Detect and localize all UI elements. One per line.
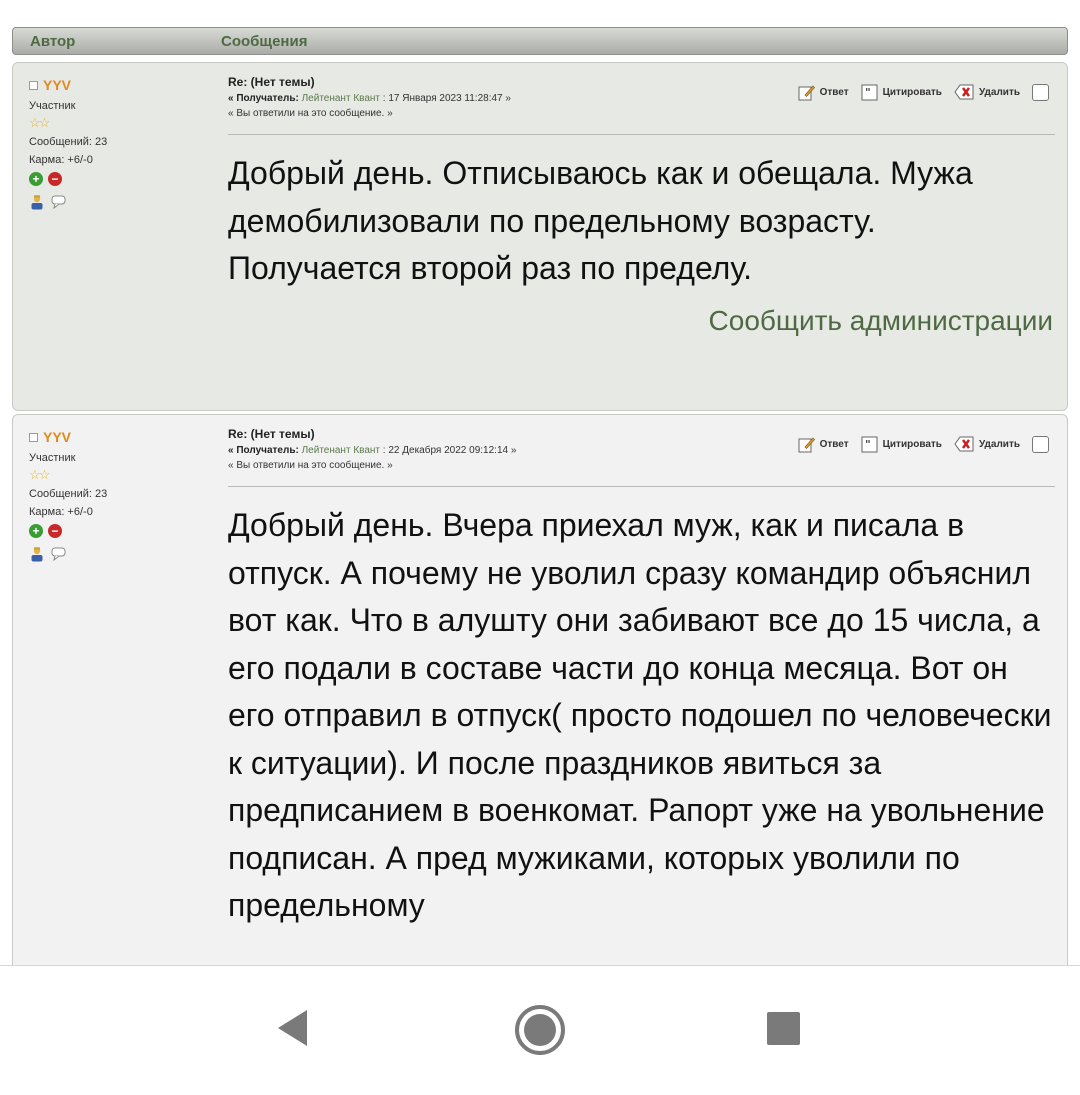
post-actions bbox=[798, 435, 1049, 453]
messages-column-header: Сообщения bbox=[221, 33, 308, 50]
post-title[interactable]: Re: (Нет темы) bbox=[228, 75, 315, 89]
report-to-admin-link[interactable]: Сообщить администрации bbox=[708, 305, 1053, 336]
post-date: : 17 Января 2023 11:28:47 » bbox=[382, 93, 511, 104]
svg-text:": " bbox=[864, 437, 871, 451]
select-post-checkbox[interactable] bbox=[1032, 436, 1049, 453]
user-profile-icon[interactable] bbox=[29, 546, 45, 562]
post-body: Добрый день. Вчера приехал муж, как и писала в отпуск. А почему не уволил сразу командир объяснил вот как. Что в алушту они забивают все до 15 числа, а его подали в составе части до конца месяца. Вот он его отправил в отпуск( просто подошел по человечески к ситуации). И после праздников явиться за предписанием в военкомат. Рапорт уже на увольнение подписан. А пред мужиками, которых уволили по предельному bbox=[228, 507, 1052, 923]
author-post-count: Сообщений: 23 bbox=[29, 488, 108, 500]
author-column-header: Автор bbox=[30, 33, 76, 50]
offline-status-icon bbox=[29, 433, 38, 442]
post-divider bbox=[228, 134, 1055, 135]
speech-bubble-icon[interactable] bbox=[51, 195, 67, 209]
author-name-link[interactable]: YYV bbox=[43, 429, 72, 445]
author-rank: Участник bbox=[29, 452, 76, 464]
delete-button[interactable]: Удалить bbox=[954, 83, 1020, 101]
post-actions bbox=[798, 83, 1049, 101]
back-triangle-icon[interactable] bbox=[273, 1006, 313, 1050]
replied-note: « Вы ответили на это сообщение. » bbox=[228, 108, 393, 119]
post-recipient-line: « Получатель: Лейтенант Квант : 17 Января 2023 11:28:47 » bbox=[228, 93, 511, 104]
quote-icon bbox=[861, 436, 878, 453]
rank-stars-icon: ☆☆ bbox=[29, 467, 49, 482]
speech-bubble-icon[interactable] bbox=[51, 547, 67, 561]
author-karma: Карма: +6/-0 bbox=[29, 154, 93, 166]
post-meta bbox=[228, 427, 516, 471]
author-panel bbox=[29, 77, 209, 210]
post bbox=[12, 414, 1068, 974]
post-date: : 22 Декабря 2022 09:12:14 » bbox=[382, 445, 517, 456]
replied-note: « Вы ответили на это сообщение. » bbox=[228, 460, 393, 471]
home-circle-icon[interactable] bbox=[514, 1004, 566, 1056]
quote-icon bbox=[861, 84, 878, 101]
offline-status-icon bbox=[29, 81, 38, 90]
author-rank: Участник bbox=[29, 100, 76, 112]
delete-x-icon bbox=[954, 435, 974, 453]
post-divider bbox=[228, 486, 1055, 487]
reply-button[interactable]: Ответ bbox=[798, 436, 849, 453]
post bbox=[12, 62, 1068, 411]
reply-pencil-icon bbox=[798, 84, 815, 101]
rank-stars-icon: ☆☆ bbox=[29, 115, 49, 130]
delete-button[interactable]: Удалить bbox=[954, 435, 1020, 453]
minus-icon[interactable]: − bbox=[48, 524, 62, 538]
author-karma: Карма: +6/-0 bbox=[29, 506, 93, 518]
author-post-count: Сообщений: 23 bbox=[29, 136, 108, 148]
recipient-link[interactable]: Лейтенант Квант bbox=[301, 93, 381, 104]
plus-icon[interactable]: + bbox=[29, 524, 43, 538]
author-name-link[interactable]: YYV bbox=[43, 77, 72, 93]
post-recipient-line: « Получатель: Лейтенант Квант : 22 Декабря 2022 09:12:14 » bbox=[228, 445, 517, 456]
select-post-checkbox[interactable] bbox=[1032, 84, 1049, 101]
post-meta bbox=[228, 75, 511, 119]
quote-button[interactable]: " Цитировать bbox=[861, 436, 942, 453]
plus-icon[interactable]: + bbox=[29, 172, 43, 186]
reply-button[interactable]: Ответ bbox=[798, 84, 849, 101]
author-panel bbox=[29, 429, 209, 562]
delete-x-icon bbox=[954, 83, 974, 101]
recent-square-icon[interactable] bbox=[766, 1011, 802, 1047]
table-header bbox=[12, 27, 1068, 55]
recipient-link[interactable]: Лейтенант Квант bbox=[301, 445, 381, 456]
reply-pencil-icon bbox=[798, 436, 815, 453]
post-title[interactable]: Re: (Нет темы) bbox=[228, 427, 315, 441]
post-body: Добрый день. Отписываюсь как и обещала. Мужа демобилизовали по предельному возрасту. Получается второй раз по пределу. bbox=[228, 155, 973, 286]
quote-button[interactable]: " Цитировать bbox=[861, 84, 942, 101]
user-profile-icon[interactable] bbox=[29, 194, 45, 210]
system-navigation-bar bbox=[0, 965, 1080, 1095]
svg-text:": " bbox=[864, 85, 871, 99]
minus-icon[interactable]: − bbox=[48, 172, 62, 186]
